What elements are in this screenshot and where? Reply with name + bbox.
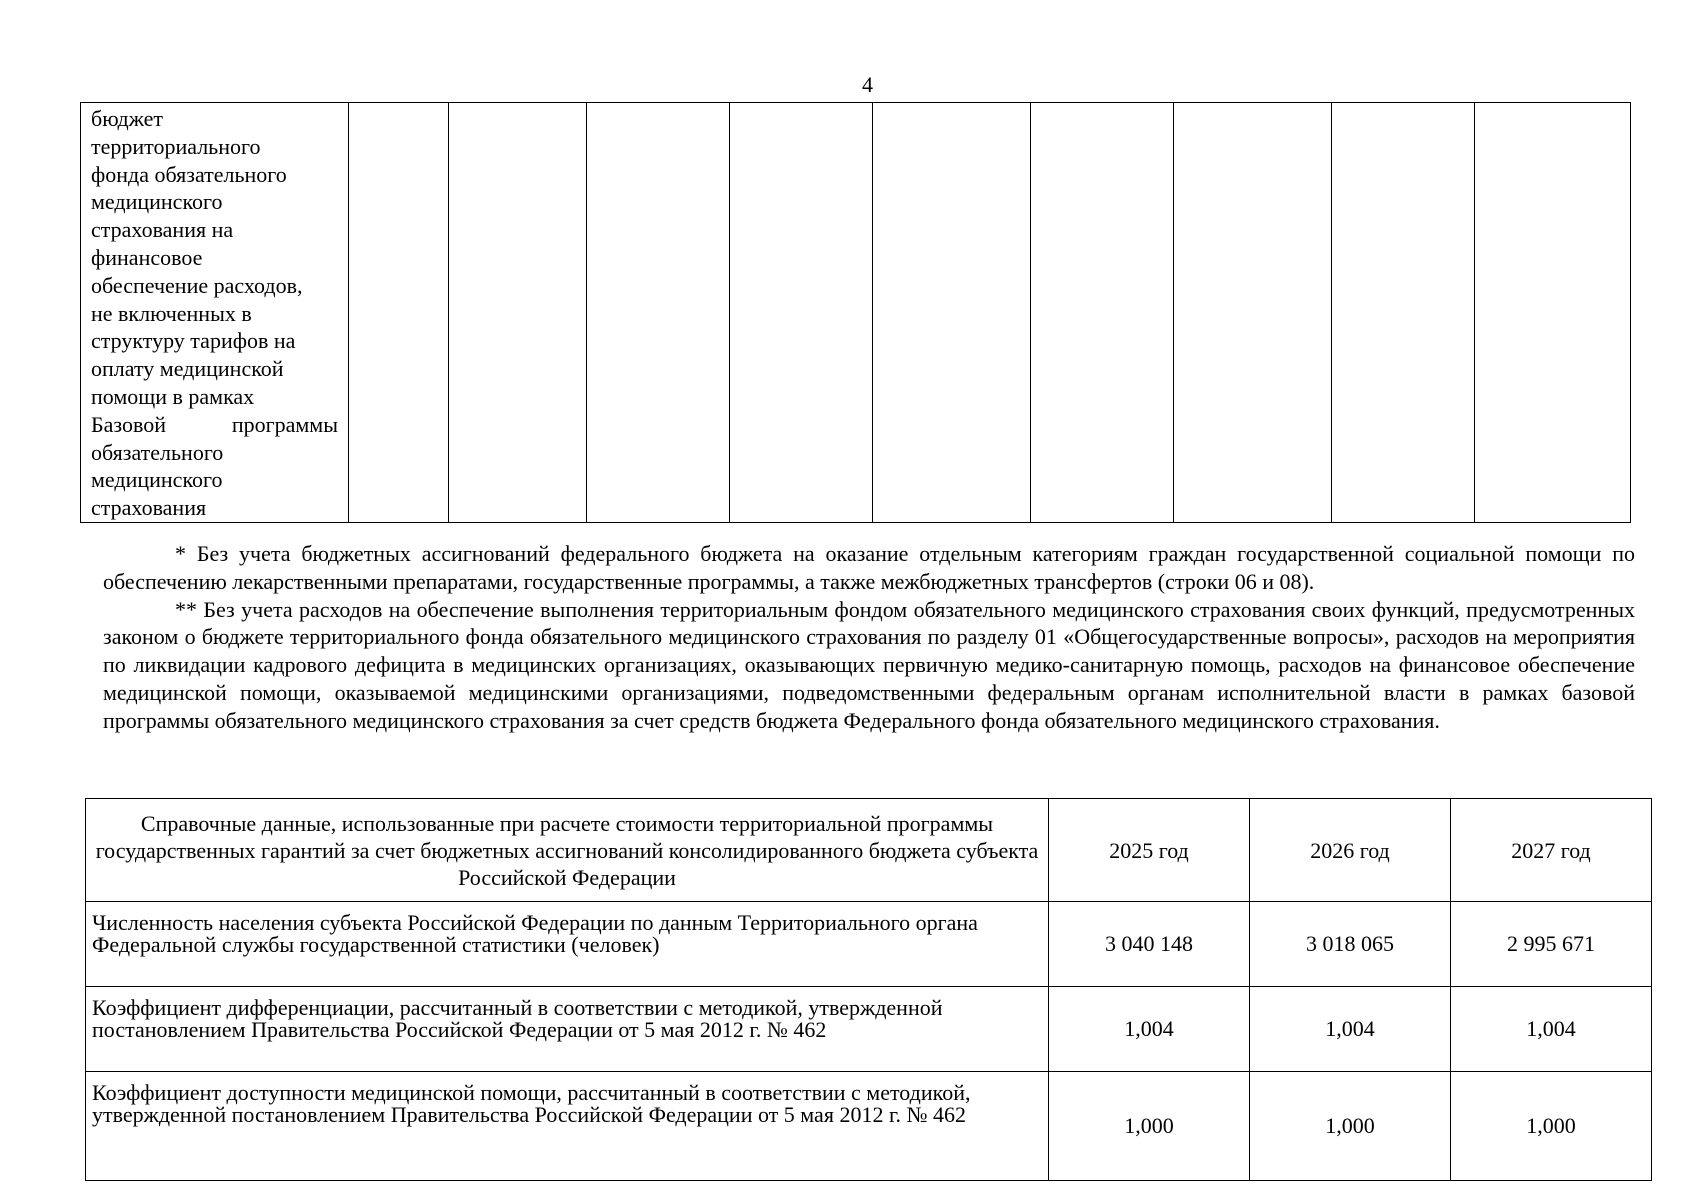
reference-data-table [85, 798, 1652, 1181]
empty-cell [449, 103, 587, 523]
empty-cell [1174, 103, 1332, 523]
empty-cell [349, 103, 449, 523]
row-description: Коэффициент дифференциации, рассчитанный в соответствии с методикой, утвержденной постановлением Правительства Российской Федерации от 5 мая 2012 г. № 462 [86, 987, 1049, 1072]
table-row [86, 987, 1652, 1072]
row-label-line: помощи в рамках [91, 383, 255, 409]
row-label-line: Базовой программы [91, 411, 338, 437]
row-label-line: страхования [91, 495, 207, 521]
row-value: 1,004 [1250, 987, 1451, 1072]
table-row [81, 103, 1631, 523]
row-label-line: структуру тарифов на [91, 328, 296, 354]
empty-cell [730, 103, 873, 523]
row-label-line: финансовое [91, 244, 203, 270]
table-row [86, 1072, 1652, 1181]
empty-cell [1332, 103, 1475, 523]
empty-cell [1475, 103, 1631, 523]
row-value: 1,004 [1049, 987, 1250, 1072]
page-number: 4 [862, 72, 873, 97]
row-value: 3 018 065 [1250, 902, 1451, 987]
table-header-row [86, 799, 1652, 902]
footnotes [103, 540, 1635, 735]
row-label-line: обеспечение расходов, [91, 272, 303, 298]
row-label-line: медицинского [91, 467, 223, 493]
row-label-cell [81, 103, 349, 523]
row-value: 1,000 [1049, 1072, 1250, 1181]
budget-table-fragment [80, 102, 1631, 523]
row-value: 3 040 148 [1049, 902, 1250, 987]
empty-cell [873, 103, 1031, 523]
row-value: 1,000 [1451, 1072, 1652, 1181]
header-description: Справочные данные, использованные при расчете стоимости территориальной программы государственных гарантий за счет бюджетных ассигнований консолидированного бюджета субъекта Российской Федерации [86, 799, 1049, 902]
row-description: Численность населения субъекта Российской Федерации по данным Территориального органа Федеральной службы государственной статистики (человек) [86, 902, 1049, 987]
header-year-2027: 2027 год [1451, 799, 1652, 902]
row-value: 1,004 [1451, 987, 1652, 1072]
footnote-2: ** Без учета расходов на обеспечение выполнения территориальным фондом обязательного медицинского страхования своих функций, предусмотренных законом о бюджете территориального фонда обязательного медицинского страхования по разделу 01 «Общегосударственные вопросы», расходов на мероприятия по ликвидации кадрового дефицита в медицинских организациях, оказывающих первичную медико-санитарную помощь, расходов на финансовое обеспечение медицинской помощи, оказываемой медицинскими организациями, подведомственными федеральным органам исполнительной власти в рамках базовой программы обязательного медицинского страхования за счет средств бюджета Федерального фонда обязательного медицинского страхования. [103, 596, 1635, 733]
footnote-1: * Без учета бюджетных ассигнований федерального бюджета на оказание отдельным категориям граждан государственной социальной помощи по обеспечению лекарственными препаратами, государственные программы, а также межбюджетных трансфертов (строки 06 и 08). [103, 541, 1635, 594]
header-year-2025: 2025 год [1049, 799, 1250, 902]
row-label-line: страхования на [91, 217, 234, 243]
empty-cell [1031, 103, 1174, 523]
row-label-line: оплату медицинской [91, 356, 284, 382]
row-label-line: территориального [91, 133, 261, 159]
table-row [86, 902, 1652, 987]
row-label-line: медицинского [91, 189, 223, 215]
row-value: 2 995 671 [1451, 902, 1652, 987]
row-value: 1,000 [1250, 1072, 1451, 1181]
row-label-line: фонда обязательного [91, 161, 287, 187]
empty-cell [587, 103, 730, 523]
header-year-2026: 2026 год [1250, 799, 1451, 902]
row-label-line: бюджет [91, 106, 163, 131]
row-label-line: не включенных в [91, 300, 252, 326]
row-label-line: обязательного [91, 439, 224, 465]
row-description: Коэффициент доступности медицинской помощи, рассчитанный в соответствии с методикой, утвержденной постановлением Правительства Российской Федерации от 5 мая 2012 г. № 462 [86, 1072, 1049, 1181]
